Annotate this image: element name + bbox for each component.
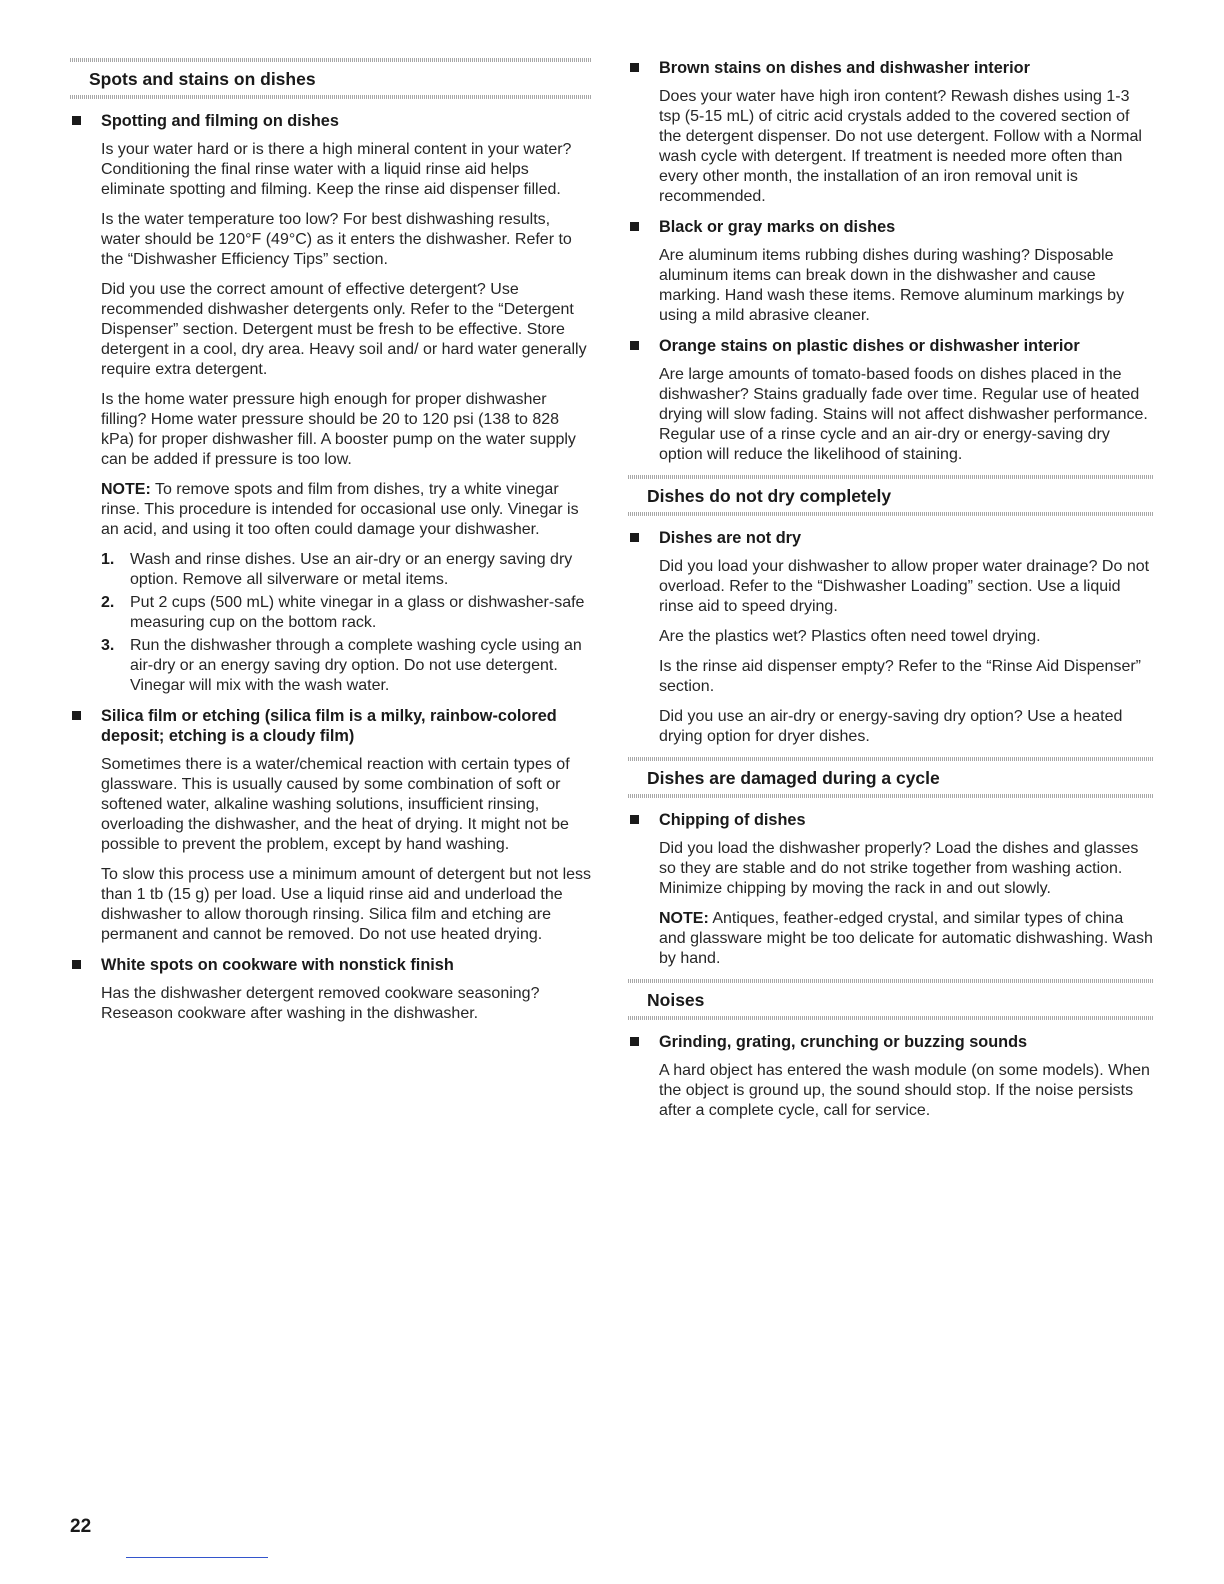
square-bullet-icon <box>630 533 639 542</box>
item-title: Black or gray marks on dishes <box>659 218 896 236</box>
dotted-rule <box>628 979 1154 983</box>
paragraph: To slow this process use a minimum amount of detergent but not less than 1 tb (15 g) per load. Use a liquid rinse aid and underload the dishwasher to allow thorough rinsing. Silica film and etching are permanent and cannot be removed. Do not use heated drying. <box>101 866 592 943</box>
item-title: Dishes are not dry <box>659 529 802 547</box>
paragraph: Is the rinse aid dispenser empty? Refer to the “Rinse Aid Dispenser” section. <box>659 658 1142 695</box>
left-column <box>70 58 592 1034</box>
step-number: 1. <box>101 551 115 568</box>
item-title: Orange stains on plastic dishes or dishwasher interior <box>659 337 1080 355</box>
item-title: Grinding, grating, crunching or buzzing sounds <box>659 1033 1028 1051</box>
step-item <box>101 636 592 696</box>
dotted-rule <box>628 1016 1154 1020</box>
item-title: Spotting and filming on dishes <box>101 112 339 130</box>
square-bullet-icon <box>630 63 639 72</box>
dotted-rule <box>628 512 1154 516</box>
paragraph: Did you use an air-dry or energy-saving dry option? Use a heated drying option for dryer dishes. <box>659 708 1123 745</box>
section-title: Spots and stains on dishes <box>89 69 316 89</box>
dotted-rule <box>628 757 1154 761</box>
step-text: Put 2 cups (500 mL) white vinegar in a glass or dishwasher-safe measuring cup on the bottom rack. <box>130 594 585 631</box>
paragraph: Did you use the correct amount of effective detergent? Use recommended dishwasher detergents only. Refer to the “Detergent Dispenser” section. Detergent must be fresh to be effective. Store detergent in a cool, dry area. Heavy soil and/ or hard water generally require extra detergent. <box>101 281 587 378</box>
section-title: Noises <box>647 990 705 1010</box>
step-text: Run the dishwasher through a complete washing cycle using an air-dry or an energy saving dry option. Do not use detergent. Vinegar will mix with the wash water. <box>130 637 582 694</box>
square-bullet-icon <box>630 341 639 350</box>
item-orange-stains <box>628 336 1154 465</box>
section-title: Dishes are damaged during a cycle <box>647 768 940 788</box>
right-column <box>628 58 1154 1131</box>
square-bullet-icon <box>72 960 81 969</box>
section-title: Dishes do not dry completely <box>647 486 892 506</box>
paragraph: Is the water temperature too low? For best dishwashing results, water should be 120°F (49°C) as it enters the dishwasher. Refer to the “Dishwasher Efficiency Tips” section. <box>101 211 572 268</box>
paragraph: Did you load the dishwasher properly? Load the dishes and glasses so they are stable and do not strike together from washing action. Minimize chipping by moving the rack in and out slowly. <box>659 840 1139 897</box>
footer-rule <box>126 1557 268 1558</box>
square-bullet-icon <box>630 815 639 824</box>
item-grinding <box>628 1032 1154 1121</box>
vinegar-steps-list <box>101 550 592 696</box>
item-title: Chipping of dishes <box>659 811 806 829</box>
square-bullet-icon <box>630 222 639 231</box>
item-title: Brown stains on dishes and dishwasher interior <box>659 59 1030 77</box>
dotted-rule <box>628 794 1154 798</box>
square-bullet-icon <box>72 711 81 720</box>
note-label: NOTE: <box>659 910 709 927</box>
item-spotting <box>70 111 592 696</box>
dotted-rule <box>628 475 1154 479</box>
note-paragraph <box>101 480 592 540</box>
item-title: White spots on cookware with nonstick finish <box>101 956 454 974</box>
paragraph: A hard object has entered the wash module (on some models). When the object is ground up, the sound should stop. If the noise persists after a complete cycle, call for service. <box>659 1062 1150 1119</box>
note-text: To remove spots and film from dishes, try a white vinegar rinse. This procedure is intended for occasional use only. Vinegar is an acid, and using it too often could damage your dishwasher. <box>101 481 579 538</box>
paragraph: Is the home water pressure high enough for proper dishwasher filling? Home water pressure should be 20 to 120 psi (138 to 828 kPa) for proper dishwasher fill. A booster pump on the water supply can be added if pressure is too low. <box>101 391 576 468</box>
note-text: Antiques, feather-edged crystal, and similar types of china and glassware might be too delicate for automatic dishwashing. Wash by hand. <box>659 910 1153 967</box>
item-silica <box>70 706 592 945</box>
section-header-spots <box>70 58 592 99</box>
item-white-spots <box>70 955 592 1024</box>
item-chipping <box>628 810 1154 969</box>
step-text: Wash and rinse dishes. Use an air-dry or an energy saving dry option. Remove all silverware or metal items. <box>130 551 573 588</box>
step-item <box>101 593 592 633</box>
item-black-marks <box>628 217 1154 326</box>
step-number: 3. <box>101 637 115 654</box>
note-paragraph <box>659 909 1154 969</box>
item-not-dry <box>628 528 1154 747</box>
note-label: NOTE: <box>101 481 151 498</box>
step-number: 2. <box>101 594 115 611</box>
section-header-damaged <box>628 757 1154 798</box>
dotted-rule <box>70 58 592 62</box>
page-number: 22 <box>70 1516 92 1537</box>
step-item <box>101 550 592 590</box>
paragraph: Sometimes there is a water/chemical reaction with certain types of glassware. This is usually caused by some combination of soft or softened water, alkaline washing solutions, insufficient rinsing, overloading the dishwasher, and the heat of drying. It might not be possible to prevent the problem, except by hand washing. <box>101 756 570 853</box>
item-title: Silica film or etching (silica film is a milky, rainbow-colored deposit; etching is a cloudy film) <box>101 707 557 745</box>
paragraph: Has the dishwasher detergent removed cookware seasoning? Reseason cookware after washing in the dishwasher. <box>101 985 540 1022</box>
paragraph: Are large amounts of tomato-based foods on dishes placed in the dishwasher? Stains gradually fade over time. Regular use of heated drying will slow fading. Stains will not affect dishwasher performance. Regular use of a rinse cycle and an air-dry or energy-saving dry option will reduce the likelihood of staining. <box>659 366 1148 463</box>
dotted-rule <box>70 95 592 99</box>
paragraph: Does your water have high iron content? Rewash dishes using 1-3 tsp (5-15 mL) of citric acid crystals added to the covered section of the detergent dispenser. Do not use detergent. Follow with a Normal wash cycle with detergent. If treatment is needed more often than every other month, the installation of an iron removal unit is recommended. <box>659 88 1142 205</box>
paragraph: Are aluminum items rubbing dishes during washing? Disposable aluminum items can break down in the dishwasher and cause marking. Hand wash these items. Remove aluminum markings by using a mild abrasive cleaner. <box>659 247 1125 324</box>
paragraph: Are the plastics wet? Plastics often need towel drying. <box>659 628 1041 645</box>
square-bullet-icon <box>72 116 81 125</box>
item-brown-stains <box>628 58 1154 207</box>
section-header-dry <box>628 475 1154 516</box>
paragraph: Is your water hard or is there a high mineral content in your water? Conditioning the final rinse water with a liquid rinse aid helps eliminate spotting and filming. Keep the rinse aid dispenser filled. <box>101 141 572 198</box>
paragraph: Did you load your dishwasher to allow proper water drainage? Do not overload. Refer to the “Dishwasher Loading” section. Use a liquid rinse aid to speed drying. <box>659 558 1150 615</box>
square-bullet-icon <box>630 1037 639 1046</box>
section-header-noises <box>628 979 1154 1020</box>
